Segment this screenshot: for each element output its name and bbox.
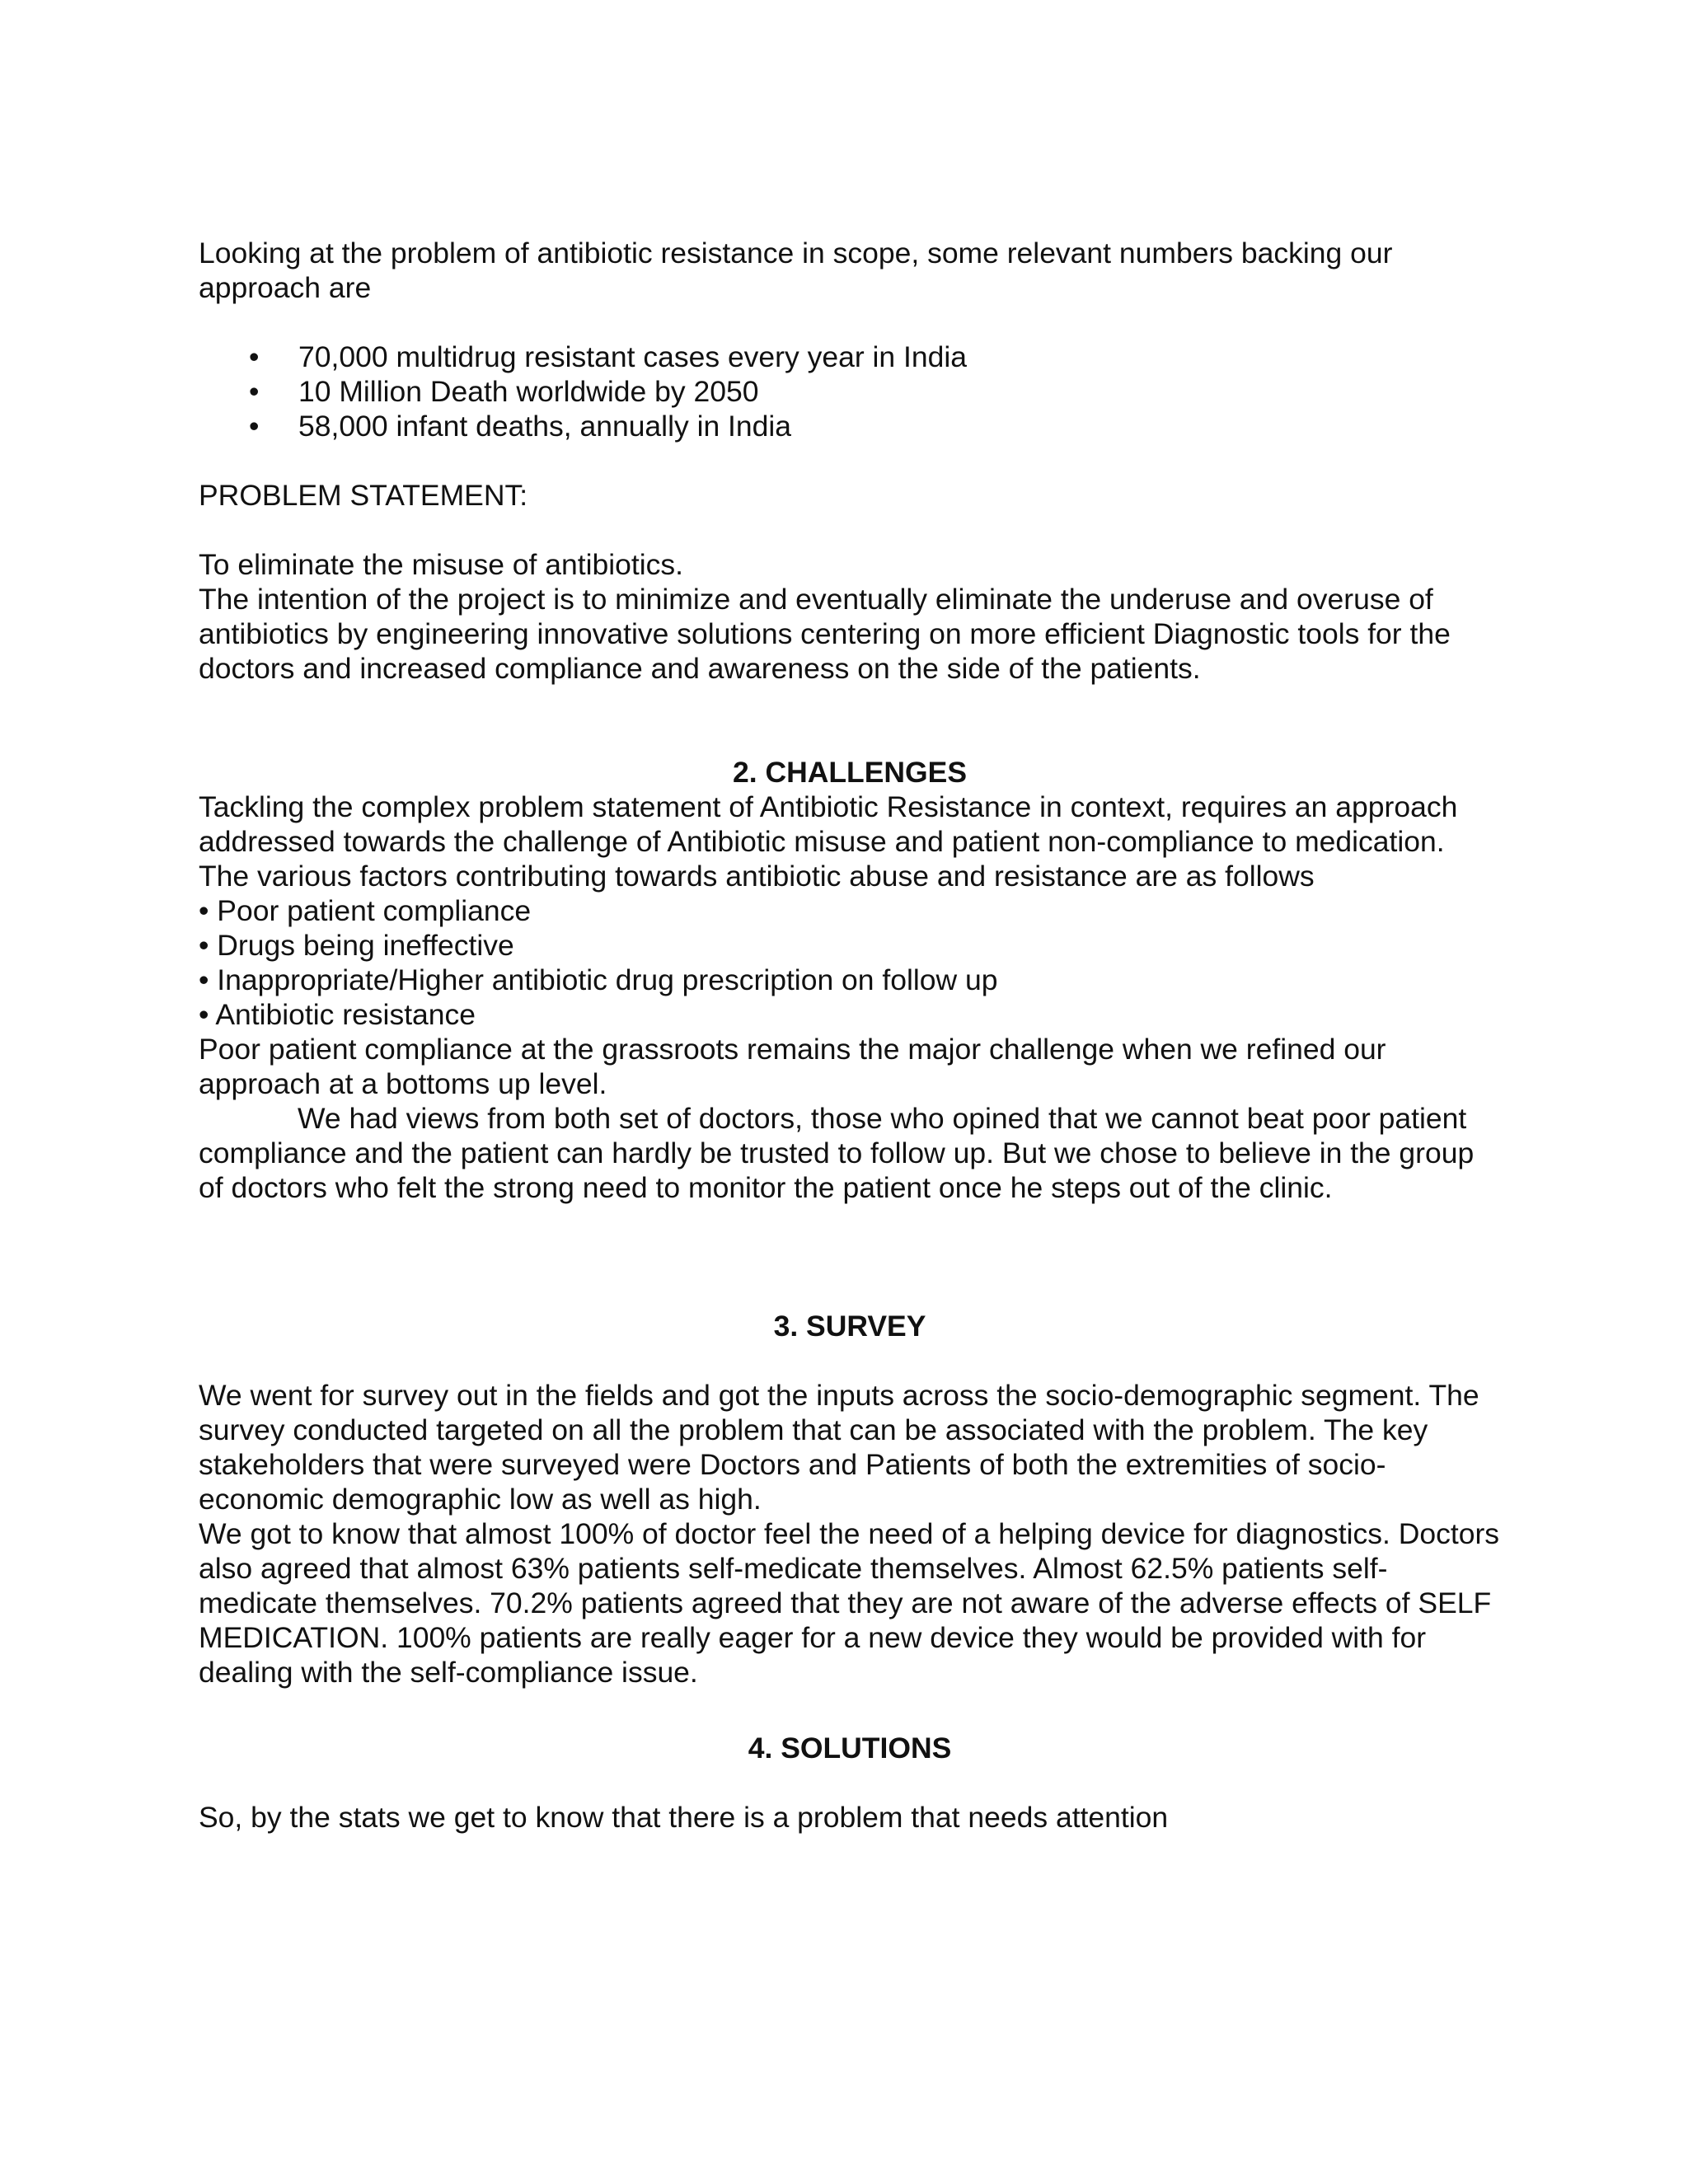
stats-list-item: • 10 Million Death worldwide by 2050 [199, 374, 1501, 409]
survey-heading: 3. SURVEY [773, 1310, 926, 1343]
challenges-paragraph: Poor patient compliance at the grassroots remains the major challenge when we refined our approach at a bottoms up level. [199, 1033, 1386, 1100]
problem-statement-label: PROBLEM STATEMENT: [199, 479, 528, 512]
survey-paragraph: We went for survey out in the fields and got the inputs across the socio-demographic segment. The survey conducted targeted on all the problem that can be associated with the problem. The key stakeholders that were surveyed were Doctors and Patients of both the extremities of socio-economic demographic low as well as high. [199, 1379, 1479, 1516]
solutions-heading: 4. SOLUTIONS [748, 1732, 952, 1765]
stats-list [199, 340, 1501, 443]
challenges-paragraph: Tackling the complex problem statement of Antibiotic Resistance in context, requires an approach addressed towards the challenge of Antibiotic misuse and patient non-compliance to medication. [199, 790, 1458, 858]
intro-paragraph: Looking at the problem of antibiotic resistance in scope, some relevant numbers backing our approach are [199, 237, 1393, 304]
challenges-factor-item: • Inappropriate/Higher antibiotic drug prescription on follow up [199, 963, 998, 996]
problem-statement-line: To eliminate the misuse of antibiotics. [199, 548, 684, 581]
challenges-factor-item: • Drugs being ineffective [199, 929, 514, 962]
challenges-paragraph: We had views from both set of doctors, those who opined that we cannot beat poor patient compliance and the patient can hardly be trusted to follow up. But we chose to believe in the group of doctors who felt the strong need to monitor the patient once he steps out of the clinic. [199, 1102, 1475, 1204]
document-body [199, 236, 1501, 1835]
stats-list-item: • 58,000 infant deaths, annually in India [199, 409, 1501, 443]
stats-list-item: • 70,000 multidrug resistant cases every year in India [199, 340, 1501, 374]
survey-paragraph: We got to know that almost 100% of doctor feel the need of a helping device for diagnostics. Doctors also agreed that almost 63% patients self-medicate themselves. Almost 62.5% patients self-medicate themselves. 70.2% patients agreed that they are not aware of the adverse effects of SELF MEDICATION. 100% patients are really eager for a new device they would be provided with for dealing with the self-compliance issue. [199, 1517, 1500, 1689]
problem-statement-paragraph: The intention of the project is to minimize and eventually eliminate the underuse and overuse of antibiotics by engineering innovative solutions centering on more efficient Diagnostic tools for the doctors and increased compliance and awareness on the side of the patients. [199, 583, 1451, 685]
challenges-heading: 2. CHALLENGES [732, 756, 968, 789]
solutions-paragraph: So, by the stats we get to know that there is a problem that needs attention [199, 1801, 1169, 1834]
challenges-factor-item: • Antibiotic resistance [199, 998, 476, 1031]
challenges-factors-intro: The various factors contributing towards antibiotic abuse and resistance are as follows [199, 860, 1315, 893]
challenges-factor-item: • Poor patient compliance [199, 894, 532, 927]
